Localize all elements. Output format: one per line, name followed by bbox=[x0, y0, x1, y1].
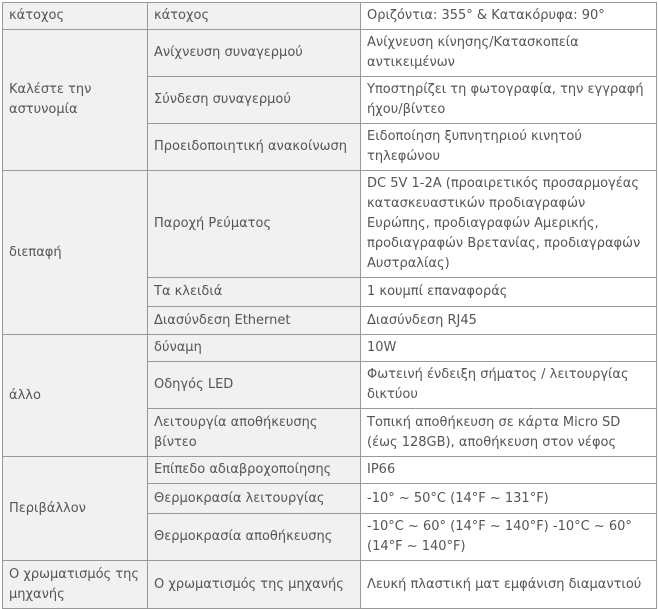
table-row bbox=[3, 3, 657, 30]
spec-value: Ανίχνευση κίνησης/Κατασκοπεία αντικειμένων bbox=[361, 30, 657, 77]
group-cell-interface: διεπαφή bbox=[3, 171, 148, 335]
group-cell-alarm: Καλέστε την αστυνομία bbox=[3, 30, 148, 171]
group-cell-holder: κάτοχος bbox=[3, 3, 148, 30]
spec-label: Ο χρωματισμός της μηχανής bbox=[148, 561, 361, 609]
spec-value: -10°C ~ 60° (14°F ~ 140°F) -10°C ~ 60° (14°F ~ 140°F) bbox=[361, 514, 657, 561]
spec-value: 1 κουμπί επαναφοράς bbox=[361, 278, 657, 307]
table-row bbox=[3, 335, 657, 362]
spec-value: Υποστηρίζει τη φωτογραφία, την εγγραφή ήχου/βίντεο bbox=[361, 77, 657, 124]
spec-value: Ειδοποίηση ξυπνητηριού κινητού τηλεφώνου bbox=[361, 124, 657, 171]
spec-table bbox=[2, 2, 657, 609]
group-cell-environment: Περιβάλλον bbox=[3, 457, 148, 561]
spec-label: Θερμοκρασία αποθήκευσης bbox=[148, 514, 361, 561]
spec-label: κάτοχος bbox=[148, 3, 361, 30]
spec-value: Οριζόντια: 355° & Κατακόρυφα: 90° bbox=[361, 3, 657, 30]
spec-label: Σύνδεση συναγερμού bbox=[148, 77, 361, 124]
group-cell-other: άλλο bbox=[3, 335, 148, 457]
spec-value: Τοπική αποθήκευση σε κάρτα Micro SD (έως 128GB), αποθήκευση στον νέφος bbox=[361, 409, 657, 457]
spec-value: IP66 bbox=[361, 457, 657, 484]
table-row bbox=[3, 171, 657, 278]
spec-value: Φωτεινή ένδειξη σήματος / λειτουργίας δικτύου bbox=[361, 362, 657, 409]
spec-label: Ανίχνευση συναγερμού bbox=[148, 30, 361, 77]
spec-value: Διασύνδεση RJ45 bbox=[361, 307, 657, 335]
spec-label: Διασύνδεση Ethernet bbox=[148, 307, 361, 335]
spec-value: 10W bbox=[361, 335, 657, 362]
spec-value: DC 5V 1-2A (προαιρετικός προσαρμογέας κατασκευαστικών προδιαγραφών Ευρώπης, προδιαγραφών Αμερικής, προδιαγραφών Βρετανίας, προδιαγραφών Αυστραλίας) bbox=[361, 171, 657, 278]
spec-value: -10° ~ 50°C (14°F ~ 131°F) bbox=[361, 484, 657, 514]
spec-label: Λειτουργία αποθήκευσης βίντεο bbox=[148, 409, 361, 457]
spec-label: Θερμοκρασία λειτουργίας bbox=[148, 484, 361, 514]
group-cell-color: Ο χρωματισμός της μηχανής bbox=[3, 561, 148, 609]
spec-label: Οδηγός LED bbox=[148, 362, 361, 409]
table-row bbox=[3, 30, 657, 77]
spec-label: Παροχή Ρεύματος bbox=[148, 171, 361, 278]
table-row bbox=[3, 457, 657, 484]
spec-label: Προειδοποιητική ανακοίνωση bbox=[148, 124, 361, 171]
spec-label: Επίπεδο αδιαβροχοποίησης bbox=[148, 457, 361, 484]
spec-label: δύναμη bbox=[148, 335, 361, 362]
spec-value: Λευκή πλαστική ματ εμφάνιση διαμαντιού bbox=[361, 561, 657, 609]
spec-label: Τα κλειδιά bbox=[148, 278, 361, 307]
